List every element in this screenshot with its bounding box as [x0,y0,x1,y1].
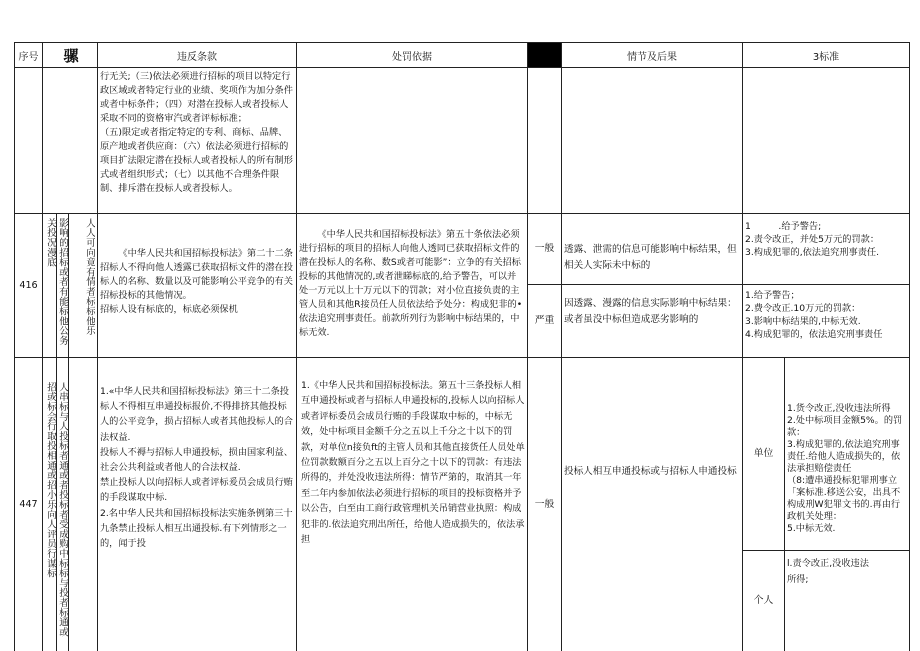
row-447-situation: 投标人相互申通投标或与招标人申通投标 [564,466,737,477]
row-416-level-general: 一般 [534,243,555,254]
row-447-standard-unit: 1.货令改正,没收违法所得 2.处中标项目金额5%。的罚款： 3.构成犯罪的,依法追究刑事责任.给他人造成损失的，依法承担赔偿责任 （8:遭串通投标犯罪刑事立「案标准.移送公安，出具不构成刑W犯罪文书的.再由行政机关处理： 5.中标无效. [787,403,903,534]
row-416-item-a: 人人可向竟有情者标标他乐 [84,218,95,336]
row-447-level: 一般 [534,498,555,510]
row-447-number: 447 [19,498,38,510]
header-basis: 处罚依据 [392,51,432,63]
penalty-table [14,42,910,651]
row-416-situation-serious: 因透露、漫露的信息实际影响中标结果：或者虽没中标但造成恶劣影响的 [564,298,737,325]
header-garbled: 骡 [63,46,77,65]
col-line [561,42,562,651]
row-447-basis: 1.《中华人民共和国招标投标法。第五十三条投标人相互申通投标或者与招标人申通投标的,投标人以向招标人或者评标委员会成员行贿的手段谋取中标的，中标无效，处中标项目金额千分之五以上千分之十以下的罚款，对单位n接负ft的主管人员和其他直接货任人员处单位罚款数额百分之五以上百分之十以下的罚款：有违法所得的，并处没收违法所得：情节严第的，取消其一年至二年内参加依法必须进行招标的项目的投标资格并予以公告，白至由工商行政管理机关吊销营业执照：构成犯非的.依法追究刑出所任，给他人造成损失的，依法承担 [301,380,525,546]
col-line [909,42,910,651]
col-line [296,42,297,651]
header-standard: 3标准 [812,51,840,63]
header-seq: 序号 [18,51,39,63]
header-situation: 情节及后果 [627,51,677,63]
violation-text-cont: 行无关;（三)依法必须进行招标的项目以特定行政区域或者特定行业的业绩、奖项作为加分条件或者中标条件；（四）对潜在投标人或者投标人采取不同的资格审汽或者评标标准； （五)限定或者指定特定的专利、商标、品牌、原产地或者供应商：（六）依法必须进行招标的项目扩法限定潜在投标人或者投标人的所有制形式或者组织形式；（七）以其他不合理条件限制、排斥潜在投标人或者投标人。 [100,71,293,194]
row-416-basis: 《中华人民共和国招标投标法》第五十条依法必须进行招标的项目的招标人向他人透同已获取招标文件的潜在投标人的名称、数S或者可能影”：立争的有关招标投标的其他情况的,或者泄睇标底的,给予警告，可以并处一万元以上十万元以下的罚款；对小位直接负责的主管人员和其他R接员任人员依法给予处分：构成犯非的•依法追究刑事责任。前款所列行为影响中标结果的，中标无效. [299,229,523,338]
row-447-category-b: 人串标与人投标者通或者投标者受成购中标标与投者标通或 [57,382,68,637]
row-416-item-b: 影响的招标或者有能标他公务 [57,218,68,346]
row-447-category: 招或标会行取投相通或招小乐向人评员行谋标 [45,382,56,578]
row-416-standard-serious: 1.给予警告； 2.费令改正.10万元的罚款： 3.影响中标结果的,中标无效. 4.构成犯罪的，依法追究刑事责任 [745,290,883,340]
row-416-standard-general: 1 .给予警告; 2.责令改正，并处5万元的罚款： 3.构成犯罪的,依法追究刑事责任. [745,221,880,258]
col-line [68,213,69,651]
level-divider [527,284,910,285]
col-line [42,42,43,651]
header-violation: 违反条款 [177,51,217,63]
row-447-violation: 1.«中华人民共和国招标投标法》第三十二条投标人不得相互串通投标报价,不得排挤其他投标人的公平竞争，损占招标人或者其他投标人的合法权益. 投标人不褥与招标人申通投标，损由国家利益、社会公共利益或者他人的合法权益. 禁止投标人以向招标人或者评标爰员会成员行贿的手段谋取中标. 2.名中华人民共和国招标投标法实施条例第三十九条禁止投标人相互出通投标.有下列情形之一的，闻于投 [100,386,293,550]
row-divider [14,213,910,214]
row-416-situation-general: 透露、泄需的信息可能影响中标结果，但相关人实际未中标的 [564,244,737,271]
row-447-standard-person: l.责令改正,没收违法 所得; [787,558,869,585]
col-line [784,357,785,651]
row-416-violation: 《中华人民共和国招标投标法》第二十二条招标人不得向他人透露已获取招标文件的潜在投标人的名称、数量以及可能影响公平竞争的有关招标投标的其他情况。 招标人设有标底的，标底必须保机 [100,248,293,315]
col-line [97,42,98,651]
row-447-subject-person: 个人 [753,595,774,606]
black-header-block [528,43,561,67]
row-416-level-serious: 严重 [534,315,555,326]
row-447-subject-unit: 单位 [753,448,774,459]
header-divider [14,67,910,68]
row-416-number: 416 [19,279,38,291]
row-416-category: 关投况漫底 [45,218,56,267]
